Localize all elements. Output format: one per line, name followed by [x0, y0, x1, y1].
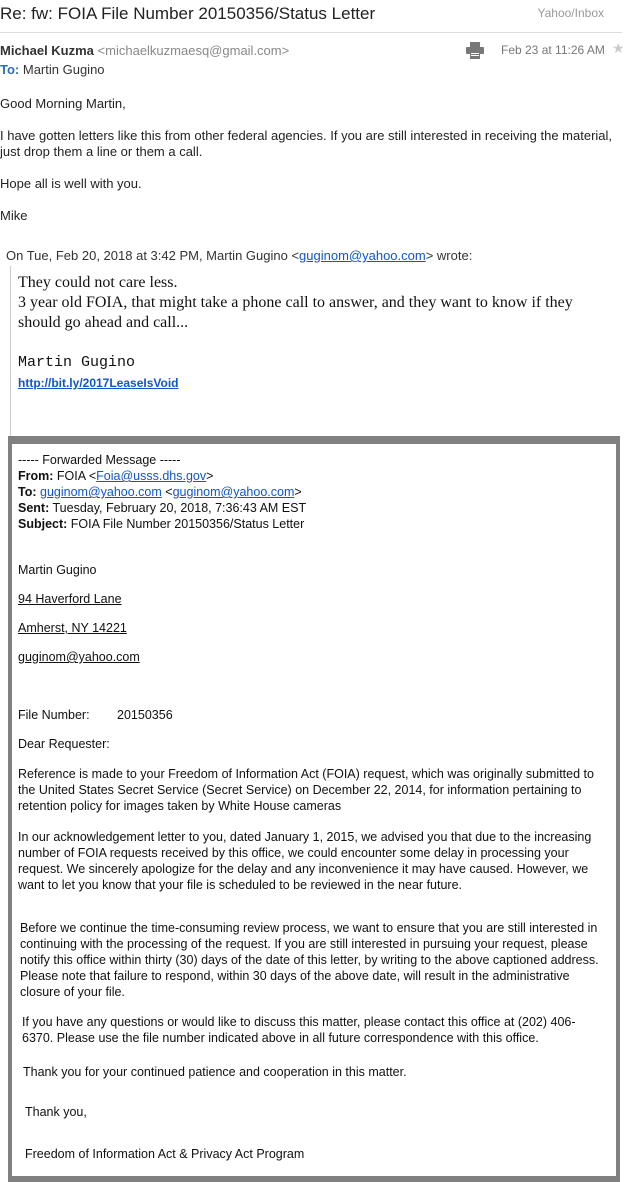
letter-email[interactable]: guginom@yahoo.com	[18, 650, 140, 664]
sender-email: <michaelkuzmaesq@gmail.com>	[97, 43, 290, 58]
address-line-1[interactable]: 94 Haverford Lane	[18, 592, 122, 606]
from-email[interactable]: Foia@usss.dhs.gov	[96, 469, 207, 483]
quote-header-prefix: On Tue, Feb 20, 2018 at 3:42 PM, Martin Gugino <	[6, 248, 300, 263]
forward-sent	[18, 500, 306, 516]
signature-name: Martin Gugino	[18, 354, 136, 371]
body-line: I have gotten letters like this from other federal agencies. If you are still interested in receiving the material,	[0, 128, 613, 143]
forward-separator: ----- Forwarded Message -----	[18, 453, 181, 467]
to-email[interactable]: guginom@yahoo.com	[40, 485, 162, 499]
signoff: Mike	[0, 208, 28, 223]
sent-label: Sent:	[18, 501, 50, 515]
address-line-2[interactable]: Amherst, NY 14221	[18, 621, 127, 635]
forward-to	[18, 484, 302, 500]
quote-line: 3 year old FOIA, that might take a phone call to answer, and they want to know if they	[18, 294, 573, 311]
star-icon[interactable]: ★	[612, 40, 625, 56]
sender-name: Michael Kuzma	[0, 43, 94, 58]
from-suffix: >	[206, 469, 214, 483]
greeting: Good Morning Martin,	[0, 96, 126, 111]
print-icon[interactable]	[466, 42, 484, 59]
to-email-prefix: <	[165, 485, 173, 499]
subject-label: Subject:	[18, 517, 68, 531]
forward-subject	[18, 516, 304, 532]
body-paragraph-2: Hope all is well with you.	[0, 176, 142, 191]
quote-line: should go ahead and call...	[18, 314, 189, 331]
to-email[interactable]: guginom@yahoo.com	[172, 485, 295, 499]
closing: Thank you,	[25, 1105, 87, 1119]
forward-from	[18, 468, 213, 484]
quote-line: They could not care less.	[18, 274, 178, 291]
quote-header-suffix: > wrote:	[425, 248, 473, 263]
quote-bar	[10, 266, 11, 438]
quote-header	[6, 248, 472, 263]
subject-text: FOIA File Number 20150356/Status Letter	[70, 517, 305, 531]
quote-header-email[interactable]: guginom@yahoo.com	[299, 248, 426, 263]
letter-paragraph-5: Thank you for your continued patience and cooperation in this matter.	[23, 1065, 407, 1079]
sender-line[interactable]	[0, 43, 289, 58]
to-label: To:	[18, 485, 37, 499]
letter-paragraph-2: In our acknowledgement letter to you, dated January 1, 2015, we advised you that due to the increasing number of FOIA requests received by this office, we could encounter some delay in processing your request. We sincerely apologize for the delay and any inconvenience it may have caused. However, we want to let you know that your file is scheduled to be reviewed in the near future.	[18, 830, 592, 892]
salutation: Dear Requester:	[18, 737, 110, 751]
program-name: Freedom of Information Act & Privacy Act Program	[25, 1147, 305, 1161]
signature-link[interactable]: http://bit.ly/2017LeaseIsVoid	[18, 376, 179, 390]
folder-breadcrumb[interactable]: Yahoo/Inbox	[537, 6, 604, 20]
from-prefix: FOIA <	[56, 469, 97, 483]
header-divider	[0, 32, 622, 33]
letter-paragraph-1: Reference is made to your Freedom of Information Act (FOIA) request, which was originally submitted to the United States Secret Service (Secret Service) on December 22, 2014, for information pertaining to retention policy for images taken by White House cameras	[18, 767, 594, 813]
to-email-suffix: >	[294, 485, 302, 499]
body-paragraph-1	[0, 128, 622, 160]
to-label: To:	[0, 62, 20, 77]
file-number-line	[18, 707, 173, 723]
body-line: just drop them a line or them a call.	[0, 144, 203, 159]
letter-paragraph-3: Before we continue the time-consuming review process, we want to ensure that you are still interested in continuing with the processing of the request. If you are still interested in pursuing your request, please notify this office within thirty (30) days of the date of this letter, by writing to the above captioned address. Please note that failure to respond, within 30 days of the above date, will result in the administrative closure of your file.	[20, 921, 599, 999]
file-number-label: File Number:	[18, 708, 90, 722]
recipient-name: Martin Gugino	[18, 563, 97, 577]
sent-date: Tuesday, February 20, 2018, 7:36:43 AM EST	[52, 501, 307, 515]
recipient-line	[0, 62, 105, 77]
file-number: 20150356	[117, 708, 173, 722]
to-name: Martin Gugino	[22, 62, 105, 77]
letter-paragraph-4: If you have any questions or would like to discuss this matter, please contact this office at (202) 406-6370. Please use the file number indicated above in all future correspondence with this office.	[22, 1015, 576, 1045]
email-subject: Re: fw: FOIA File Number 20150356/Status Letter	[0, 4, 376, 23]
from-label: From:	[18, 469, 54, 483]
message-date: Feb 23 at 11:26 AM	[501, 43, 605, 57]
